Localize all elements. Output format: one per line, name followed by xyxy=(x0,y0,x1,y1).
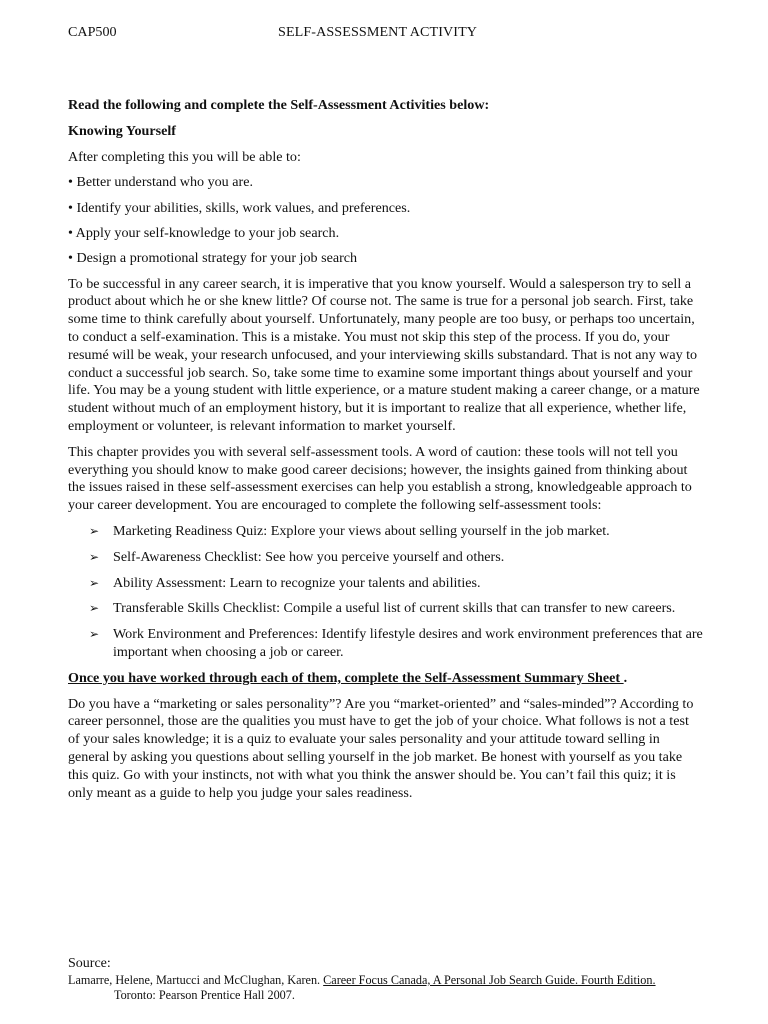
list-item xyxy=(68,626,704,662)
arrow-bullet-icon: ➢ xyxy=(89,523,100,538)
objective-bullet: • Better understand who you are. xyxy=(68,174,253,191)
list-item xyxy=(68,575,704,593)
list-item xyxy=(68,549,704,567)
arrow-bullet-icon: ➢ xyxy=(89,549,100,564)
instruction-text: Read the following and complete the Self-Assessment Activities below: xyxy=(68,97,490,113)
arrow-bullet-icon: ➢ xyxy=(89,575,100,590)
paragraph-tools-intro: This chapter provides you with several self-assessment tools. A word of caution: these tools will not tell you everything you should know to make good career decisions; however, the insights gained from thinking about the issues raised in these self-assessment exercises can help you establish a strong, knowledgeable approach to your career development. You are encouraged to complete the following self-assessment tools: xyxy=(68,443,692,514)
source-label: Source: xyxy=(68,956,111,971)
document-title: SELF-ASSESSMENT ACTIVITY xyxy=(278,24,478,40)
list-item xyxy=(68,600,704,618)
arrow-bullet-icon: ➢ xyxy=(89,627,100,642)
arrow-bullet-icon: ➢ xyxy=(89,601,100,616)
citation-publisher: Toronto: Pearson Prentice Hall 2007. xyxy=(114,988,295,1002)
tool-text: Ability Assessment: Learn to recognize your talents and abilities. xyxy=(113,574,481,591)
document-body xyxy=(68,97,704,810)
source-citation xyxy=(68,955,728,1003)
page-header xyxy=(68,24,728,44)
list-item xyxy=(68,523,704,541)
summary-instruction-text: Once you have worked through each of them, complete the Self-Assessment Summary Sheet xyxy=(68,669,624,686)
section-heading: Knowing Yourself xyxy=(68,122,176,139)
objective-bullet: • Design a promotional strategy for your job search xyxy=(68,250,358,267)
course-code: CAP500 xyxy=(68,24,117,40)
citation-book-title: Career Focus Canada, A Personal Job Search Guide. Fourth Edition. xyxy=(323,973,656,987)
tool-text: Marketing Readiness Quiz: Explore your views about selling yourself in the job market. xyxy=(113,522,610,539)
tool-text: Transferable Skills Checklist: Compile a useful list of current skills that can transfer to new careers. xyxy=(113,600,676,617)
objective-bullet: • Identify your abilities, skills, work values, and preferences. xyxy=(68,199,411,216)
objective-bullet: • Apply your self-knowledge to your job search. xyxy=(68,224,340,241)
tool-text: Self-Awareness Checklist: See how you perceive yourself and others. xyxy=(113,548,505,565)
intro-text: After completing this you will be able to: xyxy=(68,148,301,165)
paragraph-career-search: To be successful in any career search, it is imperative that you know yourself. Would a salesperson try to sell a product about which he or she knew little? Of course not. The same is true for a personal job search. First, take some time to think carefully about yourself. Unfortunately, many people are too busy, or perhaps too uncertain, to conduct a self-examination. This is a mistake. You must not skip this step of the process. If you do, your resumé will be weak, your research unfocused, and your interviewing skills substandard. That is not any way to conduct a successful job search. So, take some time to examine some important things about yourself and your life. You may be a young student with little experience, or a mature student making a career change, or a mature student without much of an employment history, but it is important to realize that all experience, whether life, employment or volunteer, is relevant information to market yourself. xyxy=(68,275,700,434)
tools-list xyxy=(68,523,704,662)
citation-authors: Lamarre, Helene, Martucci and McClughan, Karen. xyxy=(68,973,324,987)
citation-line xyxy=(68,973,728,988)
summary-period: . xyxy=(623,669,628,686)
tool-text: Work Environment and Preferences: Identify lifestyle desires and work environment preferences that are important when choosing a job or career. xyxy=(113,626,703,660)
summary-instruction xyxy=(68,670,704,688)
paragraph-quiz-intro: Do you have a “marketing or sales personality”? Are you “market-oriented” and “sales-minded”? According to career personnel, those are the qualities you must have to get the job of your choice. What follows is not a test of your sales knowledge; it is a quiz to evaluate your sales personality and your attitude toward selling in general by asking you questions about selling yourself in the job market. Be honest with yourself as you take this quiz. Go with your instincts, not with what you think the answer should be. You can’t fail this quiz; it is only meant as a guide to help you judge your sales readiness. xyxy=(68,695,694,801)
